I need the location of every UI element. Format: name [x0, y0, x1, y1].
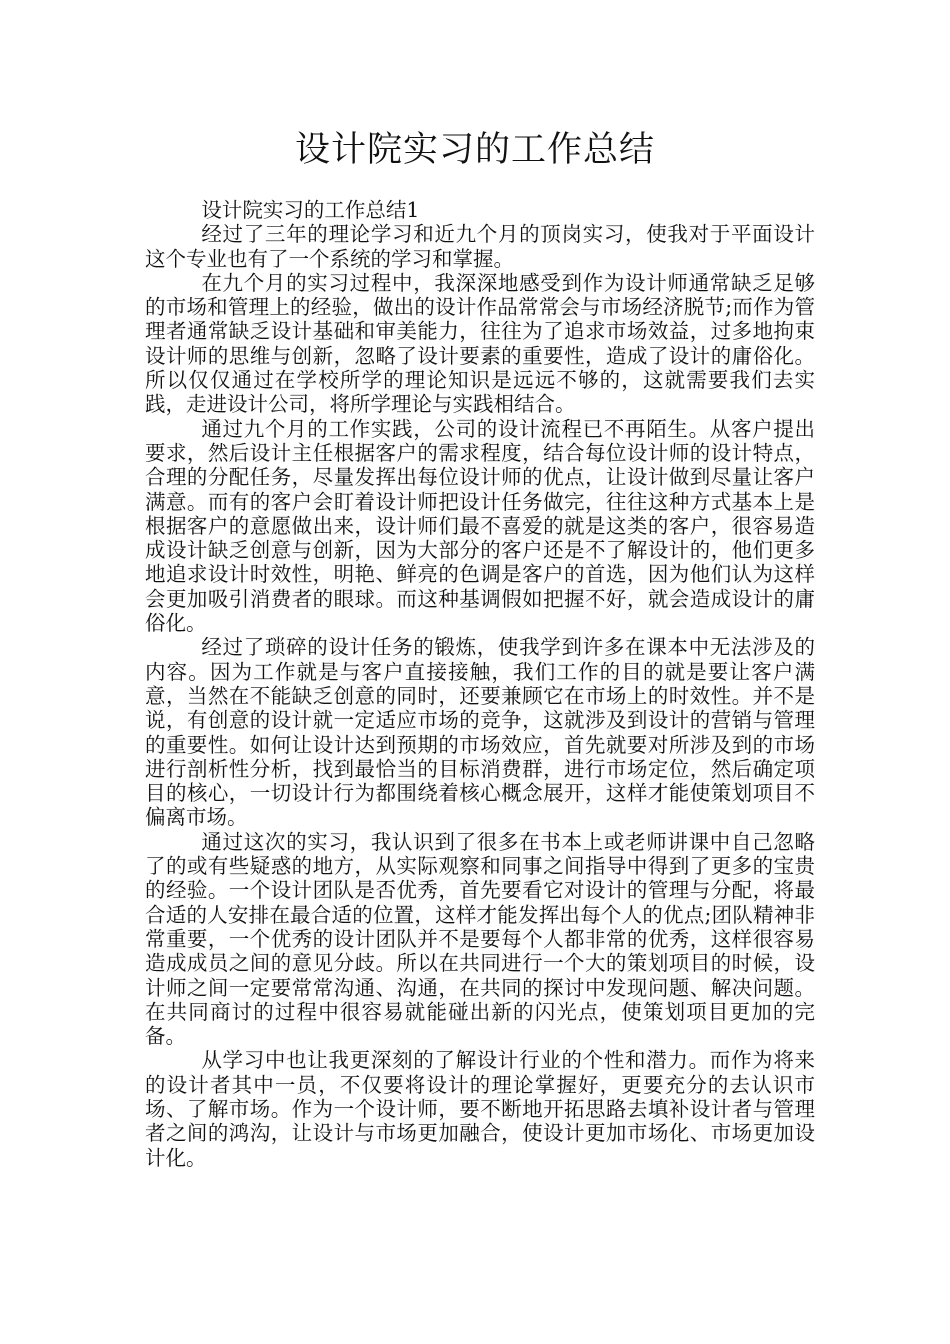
paragraph: 经过了三年的理论学习和近九个月的顶岗实习，使我对于平面设计这个专业也有了一个系统的学习和掌握。 [145, 222, 815, 271]
paragraph: 经过了琐碎的设计任务的锻炼，使我学到许多在课本中无法涉及的内容。因为工作就是与客户直接接触，我们工作的目的就是要让客户满意，当然在不能缺乏创意的同时，还要兼顾它在市场上的时效性。并不是说，有创意的设计就一定适应市场的竞争，这就涉及到设计的营销与管理的重要性。如何让设计达到预期的市场效应，首先就要对所涉及到的市场进行剖析性分析，找到最恰当的目标消费群，进行市场定位，然后确定项目的核心，一切设计行为都围绕着核心概念展开，这样才能使策划项目不偏离市场。 [145, 635, 815, 830]
paragraph: 通过九个月的工作实践，公司的设计流程已不再陌生。从客户提出要求，然后设计主任根据客户的需求程度，结合每位设计师的设计特点，合理的分配任务，尽量发挥出每位设计师的优点，让设计做到尽量让客户满意。而有的客户会盯着设计师把设计任务做完，往往这种方式基本上是根据客户的意愿做出来，设计师们最不喜爱的就是这类的客户，很容易造成设计缺乏创意与创新，因为大部分的客户还是不了解设计的，他们更多地追求设计时效性，明艳、鲜亮的色调是客户的首选，因为他们认为这样会更加吸引消费者的眼球。而这种基调假如把握不好，就会造成设计的庸俗化。 [145, 416, 815, 636]
document-body [145, 198, 815, 1170]
page-title: 设计院实习的工作总结 [294, 130, 655, 170]
paragraph: 在九个月的实习过程中，我深深地感受到作为设计师通常缺乏足够的市场和管理上的经验，做出的设计作品常常会与市场经济脱节;而作为管理者通常缺乏设计基础和审美能力，往往为了追求市场效益，过多地拘束设计师的思维与创新，忽略了设计要素的重要性，造成了设计的庸俗化。所以仅仅通过在学校所学的理论知识是远远不够的，这就需要我们去实践，走进设计公司，将所学理论与实践相结合。 [145, 270, 815, 417]
paragraph: 从学习中也让我更深刻的了解设计行业的个性和潜力。而作为将来的设计者其中一员，不仅要将设计的理论掌握好，更要充分的去认识市场、了解市场。作为一个设计师，要不断地开拓思路去填补设计者与管理者之间的鸿沟，让设计与市场更加融合，使设计更加市场化、市场更加设计化。 [145, 1048, 815, 1170]
section-heading: 设计院实习的工作总结1 [201, 198, 420, 222]
paragraph: 通过这次的实习，我认识到了很多在书本上或老师讲课中自己忽略了的或有些疑惑的地方，从实际观察和同事之间指导中得到了更多的宝贵的经验。一个设计团队是否优秀，首先要看它对设计的管理与分配，将最合适的人安排在最合适的位置，这样才能发挥出每个人的优点;团队精神非常重要，一个优秀的设计团队并不是要每个人都非常的优秀，这样很容易造成成员之间的意见分歧。所以在共同进行一个大的策划项目的时候，设计师之间一定要常常沟通、沟通，在共同的探讨中发现问题、解决问题。在共同商讨的过程中很容易就能碰出新的闪光点，使策划项目更加的完备。 [145, 829, 815, 1049]
